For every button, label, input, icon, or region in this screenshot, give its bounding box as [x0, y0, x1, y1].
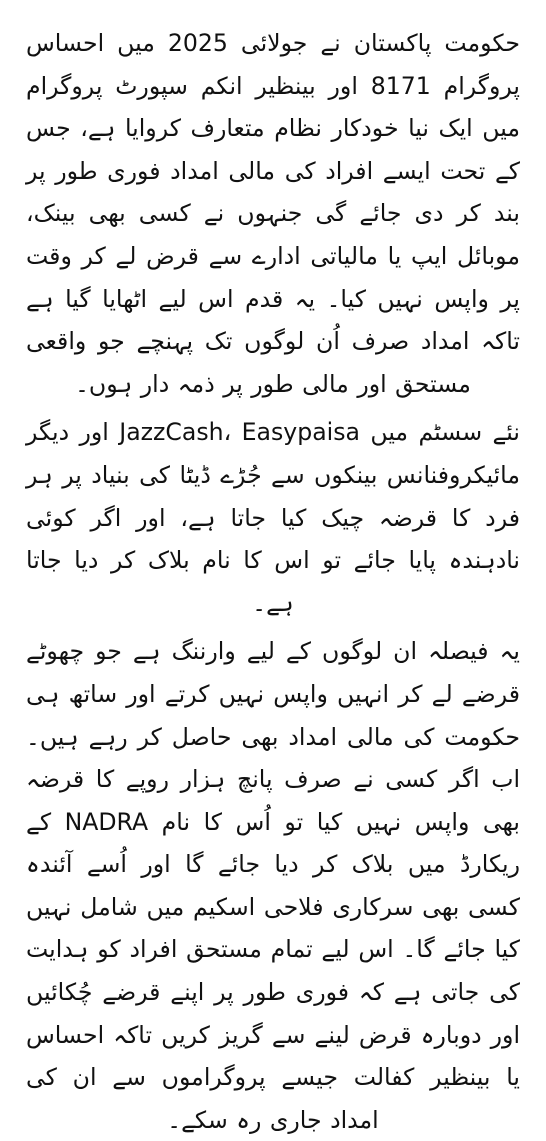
- article-paragraph-2: نئے سسٹم میں JazzCash، Easypaisa اور دیگر مائیکروفنانس بینکوں سے جُڑے ڈیٹا کی بنیاد پر ہر فرد کا قرضہ چیک کیا جاتا ہے، اور اگر کوئی نادہندہ پایا جائے تو اس کا نام بلاک کر دیا جاتا ہے۔: [26, 418, 520, 617]
- article-paragraph-1: حکومت پاکستان نے جولائی 2025 میں احساس پروگرام 8171 اور بینظیر انکم سپورٹ پروگرام میں ایک نیا خودکار نظام متعارف کروایا ہے، جس کے تحت ایسے افراد کی مالی امداد فوری طور پر بند کر دی جائے گی جنہوں نے کسی بھی بینک، موبائل ایپ یا مالیاتی ادارے سے قرض لے کر وقت پر واپس نہیں کیا۔ یہ قدم اس لیے اٹھایا گیا ہے تاکہ امداد صرف اُن لوگوں تک پہنچے جو واقعی مستحق اور مالی طور پر ذمہ دار ہوں۔: [26, 29, 520, 398]
- article-paragraph-3: یہ فیصلہ ان لوگوں کے لیے وارننگ ہے جو چھوٹے قرضے لے کر انہیں واپس نہیں کرتے اور ساتھ ہی حکومت کی مالی امداد بھی حاصل کر رہے ہیں۔ اب اگر کسی نے صرف پانچ ہزار روپے کا قرضہ بھی واپس نہیں کیا تو اُس کا نام NADRA کے ریکارڈ میں بلاک کر دیا جائے گا اور اُسے آئندہ کسی بھی سرکاری فلاحی اسکیم میں شامل نہیں کیا جائے گا۔ اس لیے تمام مستحق افراد کو ہدایت کی جاتی ہے کہ فوری طور پر اپنے قرضے چُکائیں اور دوبارہ قرض لینے سے گریز کریں تاکہ احساس یا بینظیر کفالت جیسے پروگراموں سے ان کی امداد جاری رہ سکے۔: [26, 637, 520, 1134]
